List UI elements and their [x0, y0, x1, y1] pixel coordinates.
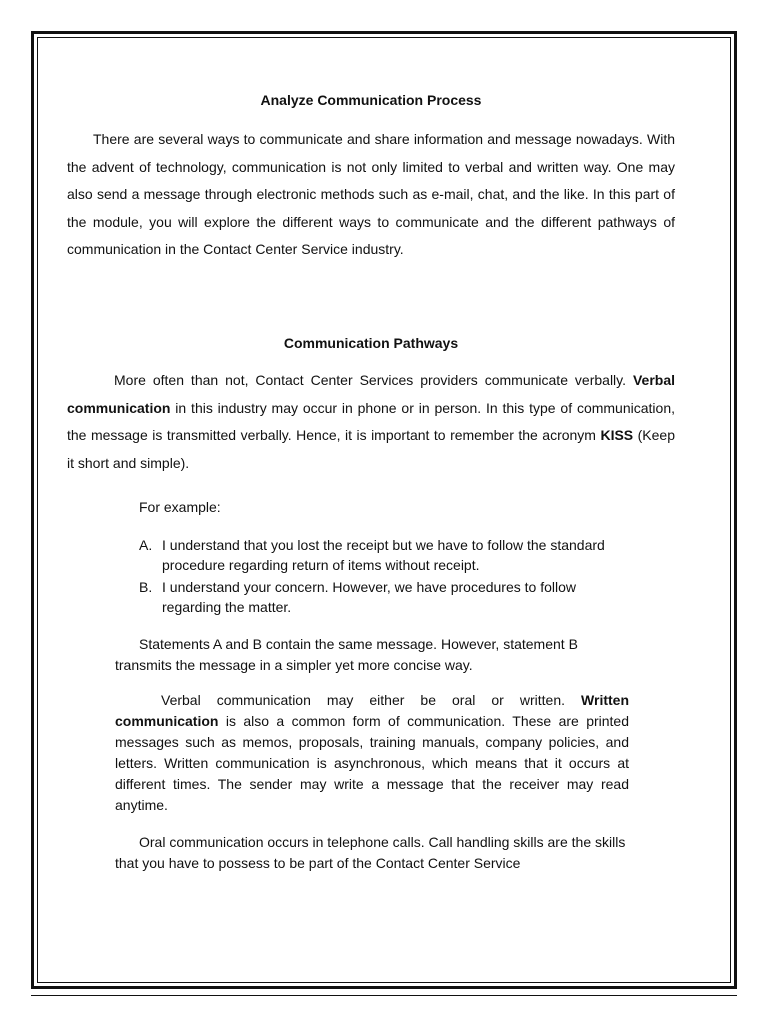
page-title: Analyze Communication Process — [260, 92, 482, 108]
written-communication-term: Written communication — [115, 692, 629, 729]
footer-rule — [31, 995, 737, 996]
pathways-text-1: More often than not, Contact Center Services providers communicate verbally. — [114, 372, 633, 388]
written-text-1: Verbal communication may either be oral or written. — [161, 692, 582, 708]
example-item-a — [139, 535, 639, 575]
example-list — [139, 535, 639, 619]
kiss-term: KISS — [600, 427, 634, 443]
list-marker: A. — [139, 537, 153, 553]
example-item-b — [139, 577, 639, 617]
example-label: For example: — [139, 499, 221, 515]
example-text: I understand your concern. However, we have procedures to follow regarding the matter. — [162, 579, 577, 615]
written-text-2: is also a common form of communication. These are printed messages such as memos, proposals, training manuals, company policies, and letters. Written communication is asynchronous, which means that it occurs at different times. The sender may write a message that the receiver may read anytime. — [115, 713, 629, 813]
section-title: Communication Pathways — [283, 335, 459, 351]
oral-communication-paragraph: Oral communication occurs in telephone calls. Call handling skills are the skills that you have to possess to be part of the Contact Center Service — [115, 834, 626, 871]
verbal-communication-term: Verbal communication — [67, 372, 675, 416]
intro-paragraph: There are several ways to communicate and share information and message nowadays. With the advent of technology, communication is not only limited to verbal and written way. One may also send a message through electronic methods such as e-mail, chat, and the like. In this part of the module, you will explore the different ways to communicate and the different pathways of communication in the Contact Center Service industry. — [67, 131, 675, 257]
statements-paragraph: Statements A and B contain the same message. However, statement B transmits the message in a simpler yet more concise way. — [115, 636, 578, 673]
pathways-text-3: (Keep it short and simple). — [67, 427, 675, 471]
list-marker: B. — [139, 579, 153, 595]
written-communication-paragraph — [115, 690, 629, 816]
pathways-paragraph — [67, 367, 675, 477]
pathways-text-2: in this industry may occur in phone or in person. In this type of communication, the message is transmitted verbally. Hence, it is important to remember the acronym — [67, 399, 675, 443]
example-text: I understand that you lost the receipt but we have to follow the standard procedure regarding return of items without receipt. — [162, 537, 605, 573]
